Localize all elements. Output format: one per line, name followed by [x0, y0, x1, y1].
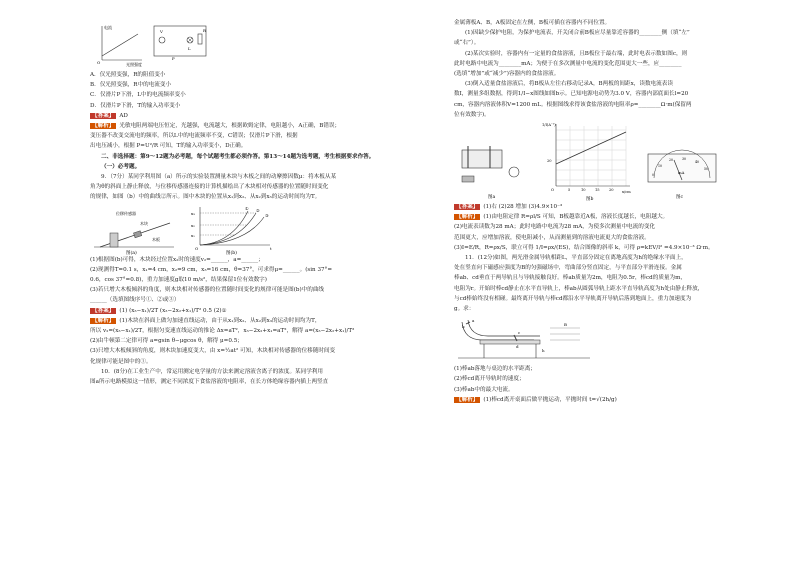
figure-10c — [642, 120, 722, 202]
q9-analysis-c: (2)由牛顿第二定律可得 a=gsin θ−μgcos θ，解得 μ=0.5； — [90, 338, 243, 345]
q10-figures — [454, 120, 794, 202]
analysis-text-b: 变压器不改变交流电的频率，所以L中的电流频率不变，C错误；仅滑片P下滑，根据 — [90, 133, 298, 140]
q9-analysis-b: 所以 v₂=(x₃−x₁)/2T，根据匀变速直线运动的推论 Δx=aT²，x₃−2x₂+x₁=aT²，解得 a=(x₃−2x₂+x₁)/T² — [90, 328, 355, 335]
q10-line-b: 图a所示电路模拟这一情形，测定不同浓度下食盐溶液的电阻率，在长方体绝缘容器内插上两竖直 — [90, 379, 329, 386]
fig-b-curve-1: ① — [245, 205, 249, 211]
q10-analysis-a: (1)由电阻定律 R=ρl/S 可知，B板越靠近A板，溶液长度越长，电阻越大。 — [483, 214, 669, 221]
fig-b-curve-2: ② — [256, 207, 260, 213]
circuit-l-label: L — [188, 46, 191, 51]
q11-analysis-tag: 【解析】 — [456, 396, 479, 403]
q11-line-c: 棒ab、cd垂直于两导轨且与导轨接触良好。棒ab质量为2m，电阻为0.5r，棒cd的质量为m， — [454, 275, 686, 282]
fig-b-x1: x₁ — [191, 232, 195, 238]
fig11-h: h — [542, 348, 545, 354]
q11-figure — [454, 316, 794, 362]
fig11-b: b — [462, 324, 465, 330]
fig-10c-tick-40: 40 — [695, 160, 700, 165]
q9-answer-tag: 【答案】 — [92, 307, 115, 314]
q9-answer-text: (1) (x₃−x₁)/2T (x₃−2x₂+x₁)/T² 0.5 (2)① — [119, 307, 227, 314]
graph-origin-label: O — [97, 60, 101, 65]
q9-part-3b: ______（选填图线序号①、②或③） — [90, 297, 180, 304]
option-c: C．仅滑片P下滑，L中的电流频率变小 — [90, 92, 186, 99]
fig11-c: c — [518, 330, 521, 336]
fig-10b-origin: O — [551, 188, 554, 193]
analysis-text-a: 光敏电阻两端电压恒定，光越强，电流越大，根据欧姆定律，电阻越小，A正确，B错误； — [119, 123, 341, 130]
q10-part-3c: cm，容器内溶液体积V=1200 mL。根据图线求得该食盐溶液的电阻率ρ=________Ω·m(保留两 — [454, 101, 692, 108]
graph-y-label: 电流 — [104, 25, 112, 30]
section-subheading: （一）必考题。 — [101, 163, 141, 170]
fig-b-x2: x₂ — [191, 222, 195, 228]
fig11-a: a — [472, 318, 475, 324]
q11-line-d: 电阻为r。开始时棒cd静止在水平直导轨上，棒ab从圆弧导轨上距水平直导轨高度为h处由静止释放， — [454, 285, 704, 292]
option-a: A．仅光照变强，R的阻值变小 — [90, 72, 166, 78]
fig-10c-tick-20: 20 — [669, 158, 674, 163]
analysis-tag: 【解析】 — [92, 123, 115, 130]
q10-part-1: (1)因缺少保护电阻，为保护电流表，开关闭合前B板应尽量靠近容器的________侧（填“左” — [465, 30, 690, 37]
q10-analysis-b: (2)电流表读数为28 mA；此时电路中电流为28 mA，为使多次测量中电流的变化 — [454, 224, 656, 231]
circuit-p-label: P — [172, 56, 175, 61]
fig-b-curve-3: ③ — [265, 212, 269, 218]
fig-10b-x-tick-4: 20 — [609, 188, 614, 193]
answer-tag: 【答案】 — [92, 112, 115, 119]
fig-10b-y-label: 1/I(A⁻¹) — [542, 123, 556, 128]
figure-b — [186, 203, 276, 255]
q11-part-2: (2)棒cd离开导轨时的速度； — [454, 376, 525, 383]
q11-analysis-text: (1)棒cd离开桌面后做平抛运动，平抛时间 t=√(2h/g) — [483, 396, 617, 403]
q9-part-1: (1)根据图(b)可得，木块经过位置x₂时的速度v₂=______，a=______； — [90, 256, 264, 263]
q10-answer-text: (1)右 (2)28 增加 (3)4.9×10⁻³ — [483, 204, 563, 211]
q10-part-3: (3)倒入适量食盐溶液后，将B板从左往右移动记录A，B两板的间距x，读数电流表读 — [465, 81, 673, 88]
q11-part-1: (1)棒ab落地与桌边的水平距离； — [454, 366, 536, 373]
q9-figures — [90, 203, 430, 255]
q9-analysis-d: (3)只增大木板倾斜的角度，则木块加速度变大，由 x=½at² 可知，木块相对传感器的位移随时间变 — [90, 348, 336, 355]
fig-10c-tick-30: 30 — [682, 157, 687, 162]
q10-analysis-c: 范围更大，应增加溶液，使电阻减小，从而测量到的溶液电流更大的食盐溶液。 — [454, 234, 650, 241]
figure-10a — [454, 120, 534, 202]
q10-cont: 金属薄板A、B，A板固定在左侧，B板可插在容器内不同位置。 — [454, 20, 611, 26]
top-figures — [90, 20, 430, 68]
fig-a-caption: 图(a) — [126, 250, 137, 255]
q9-part-3: (3)若只增大木板倾斜的角度，则木块相对传感器的位置随时间变化的规律可能是图(b)中的曲线 — [90, 287, 325, 294]
figure-a — [90, 203, 180, 255]
option-d: D．仅滑片P下滑，T的输入功率变小 — [90, 102, 181, 109]
q10-analysis-d: (3)I=E/R，R=ρx/S，联立可得 1/I=ρx/(ES)，结合图像的斜率 k，可得 ρ=kEV/l² =4.9×10⁻³ Ω·m。 — [454, 244, 714, 251]
fig11-B: B — [564, 322, 567, 328]
q10-part-2c: (选填“增加”或“减少”)容器内的食盐溶液。 — [454, 71, 560, 78]
q9-line-a: 9．（7分）某同学利用图（a）所示的实验装置测量木块与木板之间的动摩擦因数μ：将木板从某 — [101, 174, 337, 181]
circuit-r-label: R — [203, 28, 207, 33]
q10-part-2: (2)某次实验时，容器内有一定量的食盐溶液，且B板位于最右端，此时电表示数如图c，则 — [465, 50, 688, 57]
q9-analysis-tag: 【解析】 — [92, 317, 115, 324]
right-column — [454, 18, 794, 405]
fig-b-x3: x₃ — [191, 210, 195, 216]
q10-part-2b: 此时电路中电流为________mA；为便于在多次测量中电流的变化范围更大一些，应________ — [454, 60, 682, 67]
fig11-d: d — [516, 344, 519, 350]
q9-analysis-a: (1)木块在斜面上做匀加速直线运动，由于从x₁到x₂、从x₂到x₃的运动时间均为T， — [119, 317, 321, 324]
q10-answer-tag: 【答案】 — [456, 204, 479, 211]
q9-line-c: 的规律，如图（b）中的曲线②所示。图中木块的位置从x₁到x₂、从x₂到x₃的运动时间均为T。 — [90, 194, 321, 201]
q9-part-2: (2)现测得T=0.1 s，x₁=4 cm，x₂=9 cm，x₃=16 cm，θ=37°，可求得μ=______。(sin 37°= — [90, 266, 333, 273]
q11-line-b: 处在竖直向下磁感应强度为B的匀强磁场中，弯曲部分竖直固定，与平直部分平滑连接。金属 — [454, 265, 682, 272]
q11-line-f: g。求： — [454, 306, 475, 313]
q10-analysis-tag: 【解析】 — [456, 214, 479, 221]
fig-a-board-label: 木板 — [152, 236, 160, 242]
fig-10b-x-tick-2: 10 — [581, 188, 586, 193]
fig-10b-x-tick-1: 5 — [568, 188, 571, 193]
top-figure-svg — [90, 20, 240, 68]
q9-analysis-e: 化规律可能是图中的①。 — [90, 358, 152, 365]
fig-10c-tick-50: 50 — [704, 167, 709, 172]
q10-part-3b: 数I，测量多组数据，得到1/I−x图线如图b示。已知电源电动势为3.0 V，容器内部底面长l=20 — [454, 91, 689, 98]
fig-a-sensor-label: 位移传感器 — [116, 210, 136, 216]
figure-10b — [540, 120, 636, 202]
fig-a-block-label: 木块 — [140, 220, 148, 226]
fig-10b-caption: 图b — [586, 197, 594, 203]
graph-x-label: 光照强度 — [126, 62, 142, 67]
q10-part-3d: 位有效数字)。 — [454, 111, 490, 118]
q11-line-e: 与cd棒始终没有相碰。最终离开导轨与棒cd都沿水平导轨离开导轨后落到地面上，重力加速度为 — [454, 295, 692, 302]
fig-10b-y-tick: 20 — [547, 159, 552, 164]
option-b: B．仅光照变强，R中的电流变小 — [90, 82, 172, 89]
q10-line-a: 10．(8分)在工业生产中，常运用测定电学量的方法来测定溶液含离子的浓度。某同学利用 — [101, 368, 324, 375]
section-heading: 二、非选择题：第9～12题为必考题，每个试题考生都必须作答。第13～14题为选考题，考生根据要求作答。 — [101, 153, 375, 160]
fig-10c-caption: 图c — [676, 195, 684, 201]
q9-part-2b: 0.6，cos 37°=0.8)，重力加速度g取10 m/s²，结果保留1位有效数字) — [90, 277, 267, 284]
q11-line-a: 11．(12分)如图，两光滑金属导轨相距L，平直部分固定在离地高度为h的绝缘水平面上， — [465, 255, 687, 262]
left-column — [90, 18, 430, 387]
q11-part-3: (3)棒ab中的最大电流。 — [454, 386, 514, 393]
fig-b-origin: O — [195, 245, 199, 251]
answer-text: AD — [119, 112, 128, 119]
fig-10c-unit: mA — [678, 170, 685, 176]
fig-10c-tick-10: 10 — [658, 164, 663, 169]
q10-part-1b: 或“右”）。 — [454, 40, 480, 47]
figure-11 — [454, 316, 594, 362]
circuit-v-label: V — [160, 29, 163, 34]
analysis-text-c: 出电压减小，根据 P=U²/R 可知，T的输入功率变小，D正确。 — [90, 143, 247, 150]
fig-b-t: t — [270, 245, 272, 251]
fig-10b-x-tick-3: 15 — [595, 188, 600, 193]
fig-10b-x-label: x/cm — [622, 190, 631, 195]
fig-10c-tick-0: 0 — [652, 173, 655, 178]
fig-10a-caption: 图a — [488, 195, 496, 201]
fig-b-caption: 图(b) — [226, 250, 237, 255]
q9-line-b: 角为θ的斜面上静止释放，与位移传感器连接的计算机描绘出了木块相对传感器的位置随时间变化 — [90, 184, 329, 191]
